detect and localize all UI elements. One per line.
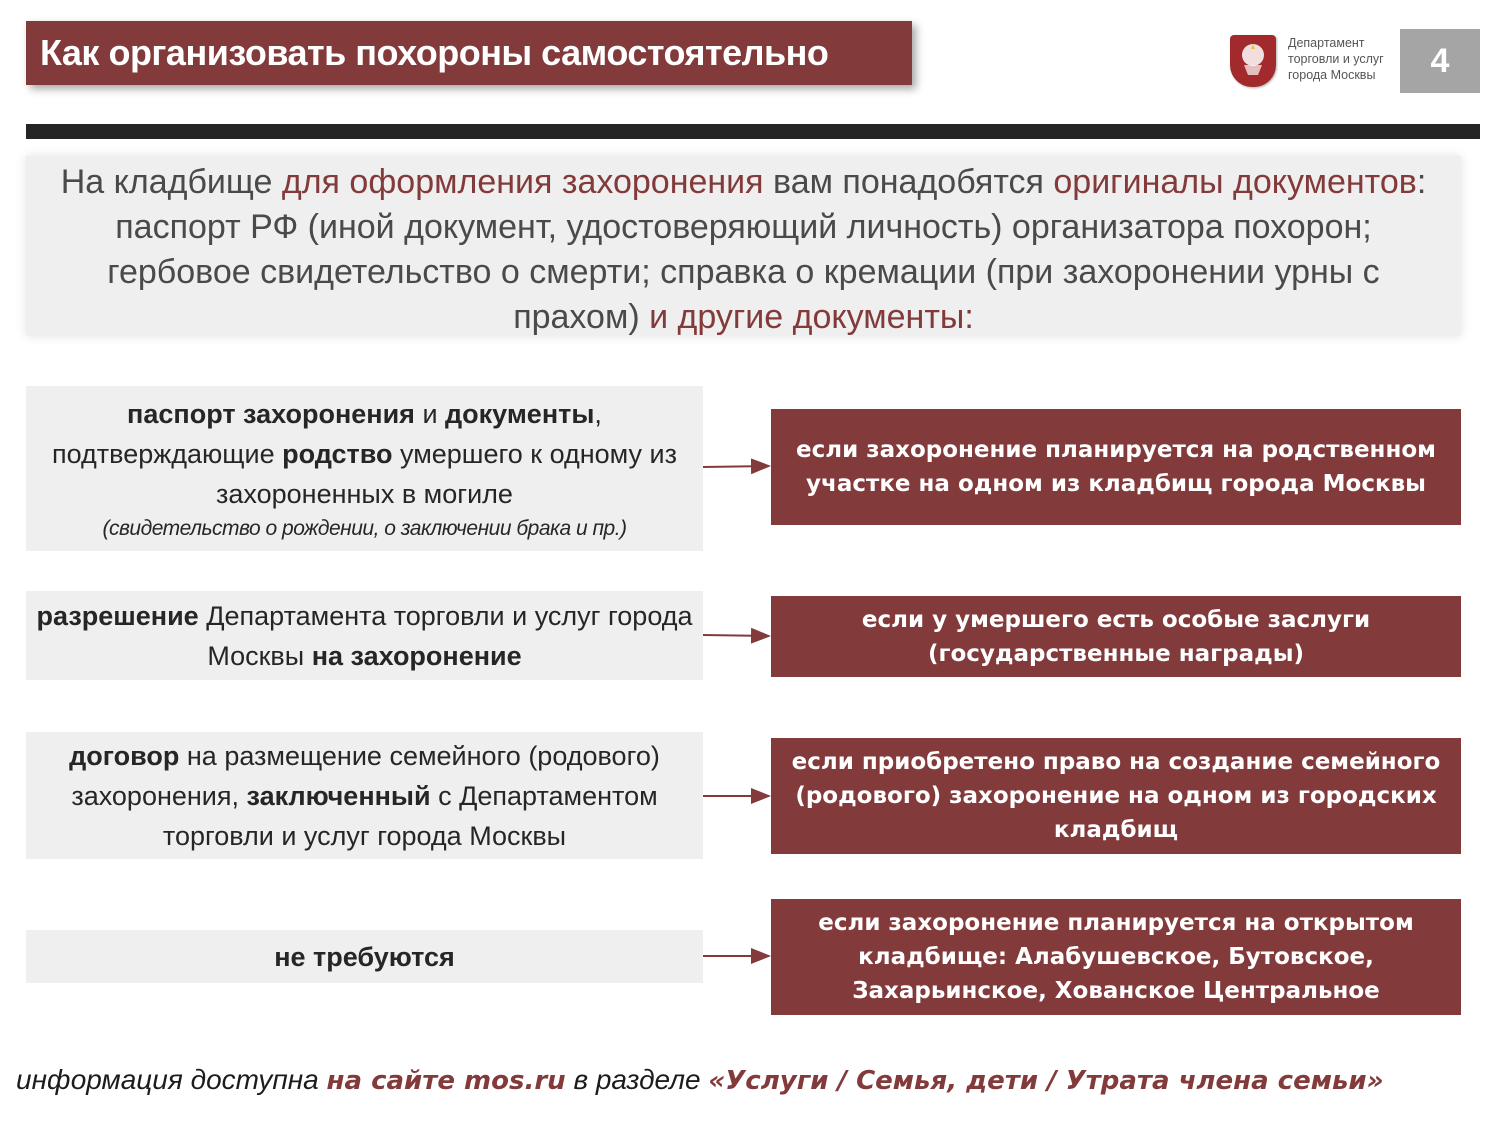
slide-title: Как организовать похороны самостоятельно [40,32,829,73]
arrow-icon [703,635,769,636]
requirement-plain: и [414,398,446,429]
requirement-bold: заключенный [246,780,431,811]
intro-highlight: оригиналы документов [1053,163,1417,201]
requirement-bold: разрешение [36,600,199,631]
footer-section-path: «Услуги / Семья, дети / Утрата члена семьи» [708,1066,1384,1096]
condition-box: если захоронение планируется на родственном участке на одном из кладбищ города Москвы [771,409,1461,525]
intro-highlight: и другие документы: [649,298,974,336]
requirement-bold: паспорт захоронения [127,398,415,429]
footer-site-link[interactable]: на сайте mos.ru [326,1066,566,1096]
department-line: торговли и услуг [1288,52,1384,66]
page-number: 4 [1400,29,1480,93]
requirement-bold: на захоронение [311,640,522,671]
footer-text: в разделе [565,1064,709,1095]
requirement-bold: родство [282,438,393,469]
department-line: Департамент [1288,36,1365,50]
condition-box: если захоронение планируется на открытом кладбище: Алабушевское, Бутовское, Захарьинское, Хованское Центральное [771,899,1461,1015]
intro-highlight: для оформления захоронения [281,163,764,201]
requirement-note: (свидетельство о рождении, о заключении брака и пр.) [102,516,627,540]
requirement-bold: не требуются [274,941,455,972]
requirement-plain: Департамента торговли и услуг города Москвы [198,600,693,671]
requirement-plain: на размещение семейного (родового) захоронения, [71,740,660,811]
intro-text: На кладбище [60,163,282,201]
condition-box: если приобретено право на создание семейного (родового) захоронение на одном из городских кладбищ [771,738,1461,854]
requirement-bold: документы [445,398,595,429]
requirement-plain: умершего к одному из захороненных в могиле [216,438,678,509]
department-line: города Москвы [1288,68,1376,82]
requirement-plain: , подтверждающие [51,398,602,469]
condition-box: если у умершего есть особые заслуги (государственные награды) [771,596,1461,677]
intro-text: : паспорт РФ (иной документ, удостоверяющий личность) организатора похорон; гербовое свидетельство о смерти; справка о кремации (при захоронении урны с прахом) [107,163,1427,336]
requirement-plain: с Департаментом торговли и услуг города Москвы [162,780,658,851]
arrow-icon [703,466,769,467]
footer-text: информация доступна [16,1064,327,1095]
footer-info [16,1060,1486,1101]
intro-text: вам понадобятся [763,163,1054,201]
requirement-bold: договор [69,740,180,771]
